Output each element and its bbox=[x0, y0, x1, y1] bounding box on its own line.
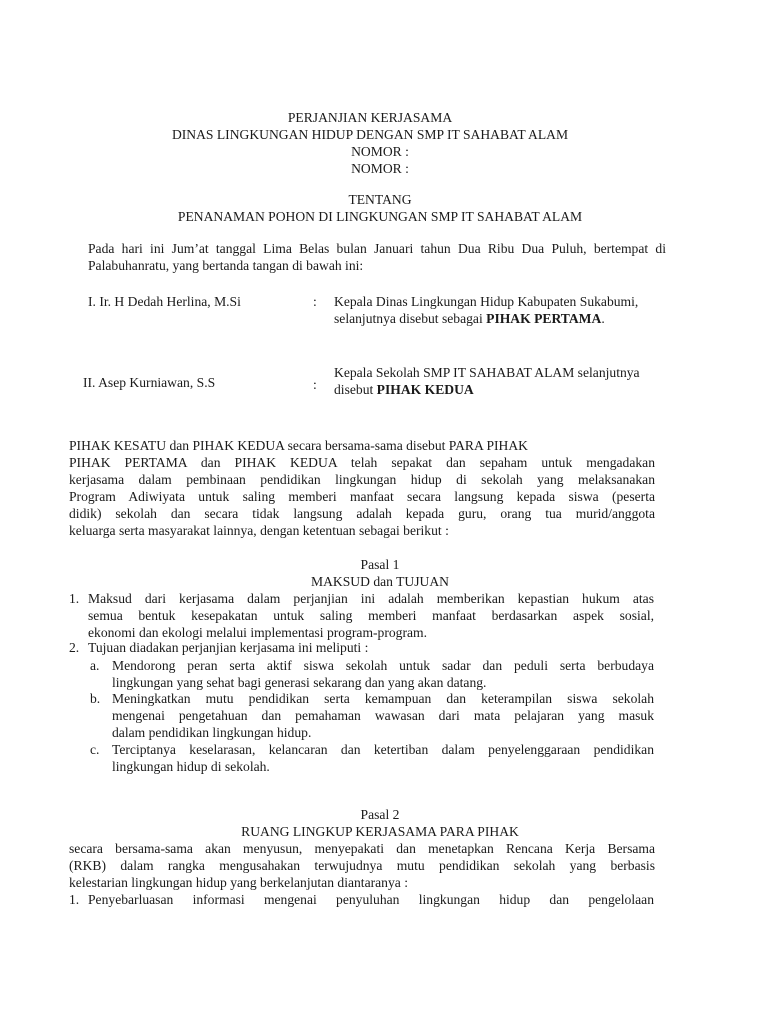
tentang-label: TENTANG bbox=[348, 192, 412, 207]
party-2-name: II. Asep Kurniawan, S.S bbox=[83, 375, 216, 390]
party-2-role-line-1: Kepala Sekolah SMP IT SAHABAT ALAM selanjutnya bbox=[334, 365, 640, 380]
party-1-role-line-2: selanjutnya disebut sebagai PIHAK PERTAMA. bbox=[334, 311, 605, 326]
document-title: PERJANJIAN KERJASAMA bbox=[287, 110, 453, 125]
subitem-b-letter: b. bbox=[90, 691, 101, 706]
intro-line: keluarga serta masyarakat lainnya, dengan ketentuan sebagai berikut : bbox=[69, 523, 449, 538]
pasal-2-item-1: Penyebarluasan informasi mengenai penyuluhan lingkungan hidup dan pengelolaan bbox=[88, 892, 654, 907]
pasal-2-item-1-number: 1. bbox=[69, 892, 80, 907]
subitem-c bbox=[112, 741, 654, 775]
pasal-1-item-1-number: 1. bbox=[69, 591, 80, 606]
subitem-c-letter: c. bbox=[90, 742, 100, 757]
pasal-2-intro bbox=[69, 840, 655, 891]
nomor-line-1: NOMOR : bbox=[351, 144, 409, 159]
intro-line: Program Adiwiyata untuk saling memberi manfaat secara langsung kepada siswa (peserta bbox=[69, 489, 655, 504]
subitem-line: Mendorong peran serta aktif siswa sekolah untuk sadar dan peduli serta berbudaya bbox=[112, 658, 654, 673]
intro-line: kerjasama dalam pembinaan pendidikan lingkungan hidup di sekolah yang melaksanakan bbox=[69, 472, 655, 487]
pasal-1-item-1 bbox=[88, 590, 654, 641]
subitem-line: lingkungan yang sehat bagi generasi sekarang dan yang akan datang. bbox=[112, 675, 487, 690]
subitem-b bbox=[112, 690, 654, 741]
para-pihak-statement: PIHAK KESATU dan PIHAK KEDUA secara bersama-sama disebut PARA PIHAK bbox=[69, 438, 528, 453]
nomor-line-2: NOMOR : bbox=[351, 161, 409, 176]
pihak-pertama-label: PIHAK PERTAMA bbox=[486, 311, 602, 326]
intro-line: didik) sekolah dan secara tidak langsung adalah kepada guru, orang tua murid/anggota bbox=[69, 506, 655, 521]
opening-paragraph: Pada hari ini Jum’at tanggal Lima Belas bulan Januari tahun Dua Ribu Dua Puluh, bertempat di Palabuhanratu, yang bertanda tangan di bawah ini: bbox=[88, 241, 666, 273]
pihak-kedua-label: PIHAK KEDUA bbox=[376, 382, 474, 397]
item-line: ekonomi dan ekologi melalui implementasi program-program. bbox=[88, 625, 428, 640]
pasal-2-title: RUANG LINGKUP KERJASAMA PARA PIHAK bbox=[241, 824, 519, 839]
pasal-2-intro-line: (RKB) dalam rangka mengusahakan terwujudnya mutu pendidikan sekolah yang berbasis bbox=[69, 858, 655, 873]
pasal-1-label: Pasal 1 bbox=[360, 557, 400, 572]
subitem-line: mengenai pengetahuan dan pemahaman wawasan dari mata pelajaran yang masuk bbox=[112, 708, 654, 723]
subitem-line: dalam pendidikan lingkungan hidup. bbox=[112, 725, 312, 740]
pasal-2-intro-line: kelestarian lingkungan hidup yang berkelanjutan diantaranya : bbox=[69, 875, 408, 890]
item-line: semua bentuk kesepakatan untuk saling memberi manfaat berdasarkan aspek sosial, bbox=[88, 608, 654, 623]
item-line: Maksud dari kerjasama dalam perjanjian ini adalah memberikan kepastian hukum atas bbox=[88, 591, 654, 606]
intro-line: PIHAK PERTAMA dan PIHAK KEDUA telah sepakat dan sepaham untuk mengadakan bbox=[69, 455, 655, 470]
agreement-intro bbox=[69, 454, 655, 539]
document-parties-line: DINAS LINGKUNGAN HIDUP DENGAN SMP IT SAHABAT ALAM bbox=[171, 127, 569, 142]
subitem-line: lingkungan hidup di sekolah. bbox=[112, 759, 270, 774]
pasal-1-title: MAKSUD dan TUJUAN bbox=[311, 574, 449, 589]
subitem-line: Terciptanya keselarasan, kelancaran dan ketertiban dalam penyelenggaraan pendidikan bbox=[112, 742, 654, 757]
pasal-2-label: Pasal 2 bbox=[360, 807, 400, 822]
subitem-line: Meningkatkan mutu pendidikan serta kemampuan dan keterampilan siswa sekolah bbox=[112, 691, 654, 706]
pasal-1-item-2-number: 2. bbox=[69, 640, 80, 655]
party-1-colon: : bbox=[313, 294, 317, 309]
subitem-a bbox=[112, 657, 654, 691]
party-1-name: I. Ir. H Dedah Herlina, M.Si bbox=[88, 294, 241, 309]
pasal-2-intro-line: secara bersama-sama akan menyusun, menyepakati dan menetapkan Rencana Kerja Bersama bbox=[69, 841, 655, 856]
subitem-a-letter: a. bbox=[90, 658, 100, 673]
party-1-role-line-1: Kepala Dinas Lingkungan Hidup Kabupaten Sukabumi, bbox=[334, 294, 639, 309]
party-2-role-line-2: disebut PIHAK KEDUA bbox=[334, 382, 474, 397]
party-2-colon: : bbox=[313, 377, 317, 392]
document-subject: PENANAMAN POHON DI LINGKUNGAN SMP IT SAHABAT ALAM bbox=[177, 209, 583, 224]
pasal-1-item-2: Tujuan diadakan perjanjian kerjasama ini meliputi : bbox=[88, 640, 369, 655]
